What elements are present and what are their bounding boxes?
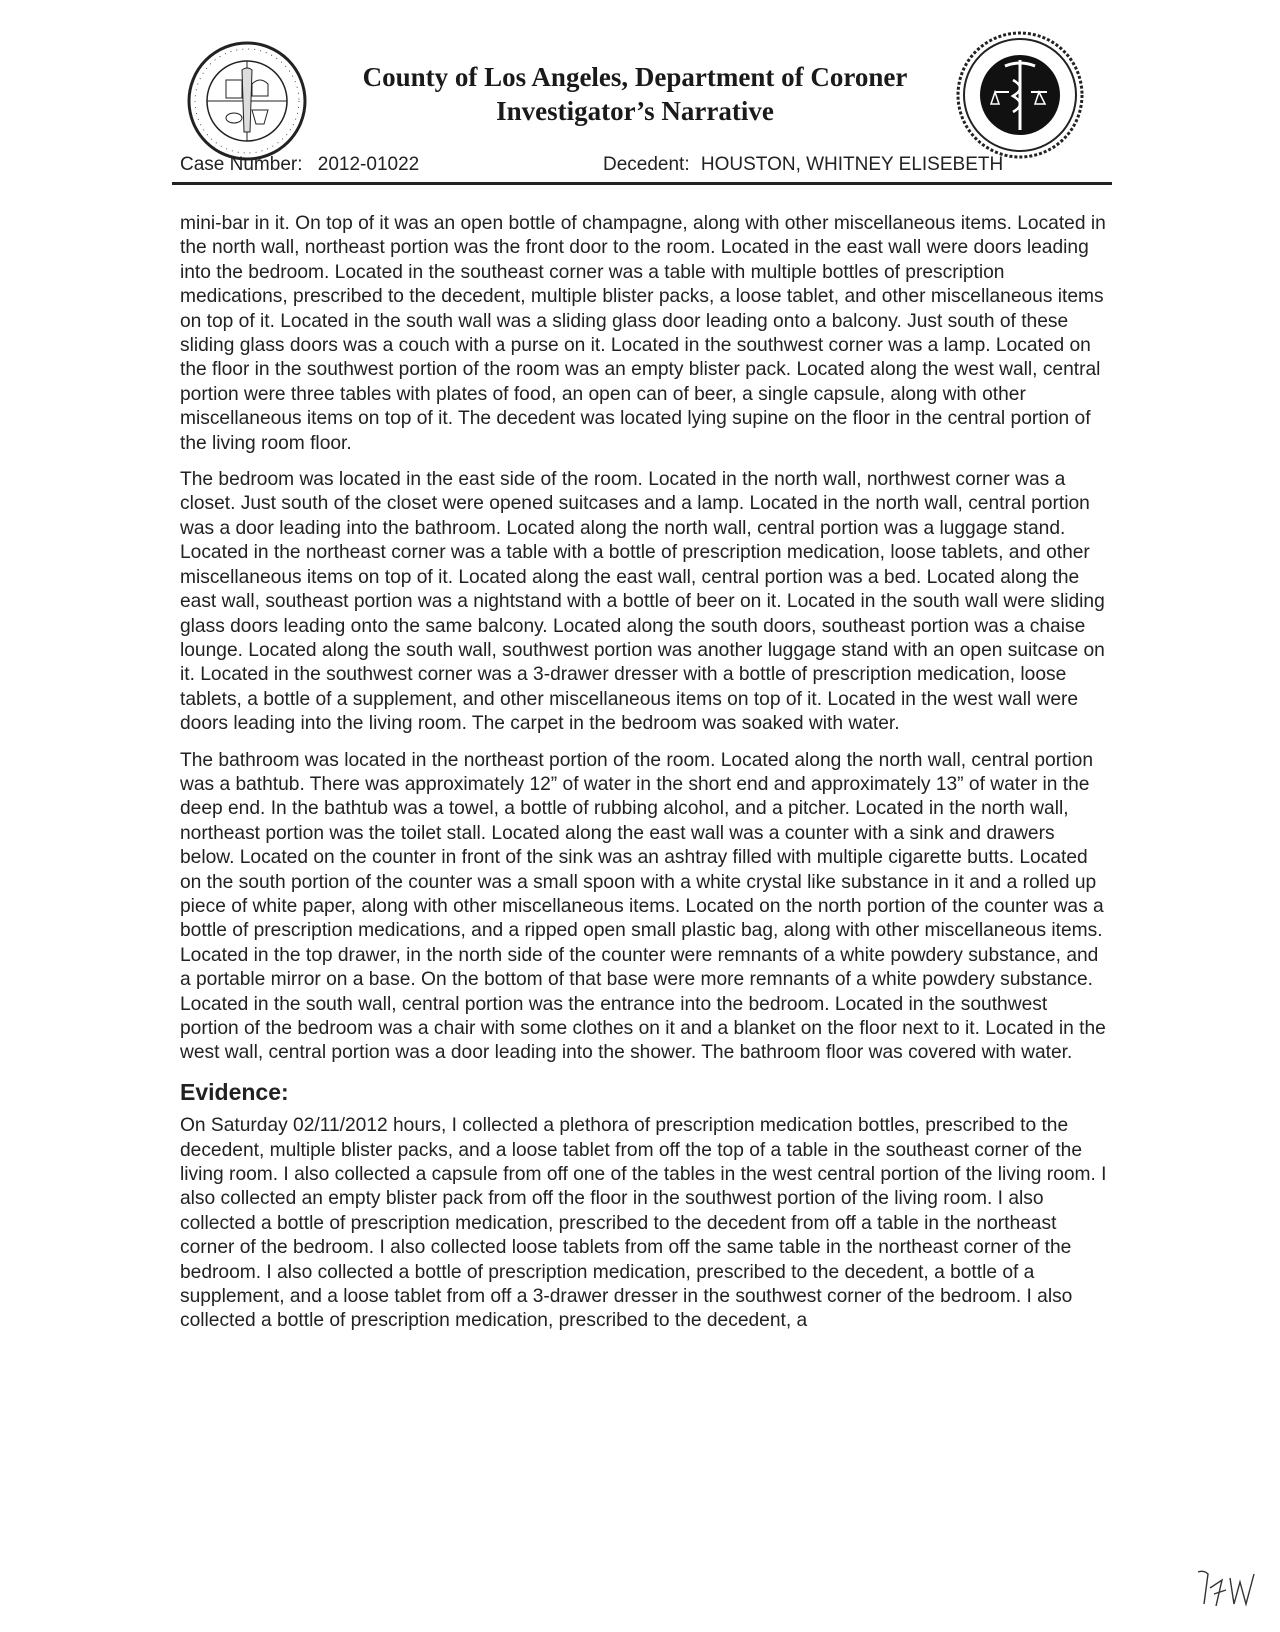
coroner-seal-icon bbox=[955, 30, 1085, 160]
bathroom-paragraph: The bathroom was located in the northeast portion of the room. Located along the north wall, central portion was a bathtub. There was approximately 12” of water in the short end and approximately 13” of water in the deep end. In the bathtub was a towel, a bottle of rubbing alcohol, and a pitcher. Located in the north wall, northeast portion was the toilet stall. Located along the east wall was a counter with a sink and drawers below. Located on the counter in front of the sink was an ashtray filled with multiple cigarette butts. Located on the south portion of the counter was a small spoon with a white crystal like substance in it and a rolled up piece of white paper, along with other miscellaneous items. Located on the north portion of the counter was a bottle of prescription medications, and a ripped open small plastic bag, along with other miscellaneous items. Located in the top drawer, in the north side of the counter were remnants of a white powdery substance, and a portable mirror on a base. On the bottom of that base were more remnants of a white powdery substance. Located in the south wall, central portion was the entrance into the bedroom. Located in the southwest portion of the bedroom was a chair with some clothes on it and a blanket on the floor next to it. Located in the west wall, central portion was a door leading into the shower. The bathroom floor was covered with water. bbox=[180, 749, 1106, 1064]
header-divider bbox=[172, 182, 1112, 185]
narrative-body bbox=[180, 212, 1110, 1346]
document-header bbox=[320, 60, 950, 128]
case-number-label: Case Number: bbox=[180, 154, 303, 175]
evidence-heading: Evidence: bbox=[180, 1078, 289, 1105]
county-seal-icon bbox=[186, 40, 308, 162]
case-number bbox=[180, 154, 419, 176]
case-number-value: 2012-01022 bbox=[317, 154, 420, 175]
handwritten-initials bbox=[1190, 1560, 1270, 1610]
decedent bbox=[603, 154, 1003, 176]
narrative-title: Investigator’s Narrative bbox=[496, 96, 774, 126]
bedroom-paragraph: The bedroom was located in the east side of the room. Located in the north wall, northwest corner was a closet. Just south of the closet were opened suitcases and a lamp. Located in the north wall, central portion was a door leading into the bathroom. Located along the north wall, central portion was a luggage stand. Located in the northeast corner was a table with a bottle of prescription medication, loose tablets, and other miscellaneous items on top of it. Located along the east wall, central portion was a bed. Located along the east wall, southeast portion was a nightstand with a bottle of beer on it. Located in the south wall were sliding glass doors leading onto the same balcony. Located along the south doors, southeast portion was a chaise lounge. Located along the south wall, southwest portion was another luggage stand with an open suitcase on it. Located in the southwest corner was a 3-drawer dresser with a bottle of prescription medication, loose tablets, a bottle of a supplement, and other miscellaneous items on top of it. Located in the west wall were doors leading into the living room. The carpet in the bedroom was soaked with water. bbox=[180, 469, 1105, 735]
decedent-value: HOUSTON, WHITNEY ELISEBETH bbox=[700, 154, 1004, 175]
living-room-paragraph: mini-bar in it. On top of it was an open bottle of champagne, along with other miscellaneous items. Located in the north wall, northeast portion was the front door to the room. Located in the east wall were doors leading into the bedroom. Located in the southeast corner was a table with multiple bottles of prescription medications, prescribed to the decedent, multiple blister packs, a loose tablet, and other miscellaneous items on top of it. Located in the south wall was a sliding glass door leading onto a balcony. Just south of these sliding glass doors was a couch with a purse on it. Located in the southwest corner was a lamp. Located on the floor in the southwest portion of the room was an empty blister pack. Located along the west wall, central portion were three tables with plates of food, an open can of beer, a single capsule, along with other miscellaneous items on top of it. The decedent was located lying supine on the floor in the central portion of the living room floor. bbox=[180, 213, 1106, 454]
department-title: County of Los Angeles, Department of Coroner bbox=[362, 62, 908, 92]
evidence-paragraph: On Saturday 02/11/2012 hours, I collected a plethora of prescription medication bottles, prescribed to the decedent, multiple blister packs, and a loose tablet from off the top of a table in the southeast corner of the living room. I also collected a capsule from off one of the tables in the west central portion of the living room. I also collected an empty blister pack from off the floor in the southwest portion of the living room. I also collected a bottle of prescription medication, prescribed to the decedent from off a table in the northeast corner of the bedroom. I also collected loose tablets from off the same table in the northeast corner of the bedroom. I also collected a bottle of prescription medication, prescribed to the decedent, a bottle of a supplement, and a loose tablet from off a 3-drawer dresser in the southwest corner of the bedroom. I also collected a bottle of prescription medication, prescribed to the decedent, a bbox=[180, 1115, 1107, 1332]
decedent-label: Decedent: bbox=[603, 154, 690, 175]
